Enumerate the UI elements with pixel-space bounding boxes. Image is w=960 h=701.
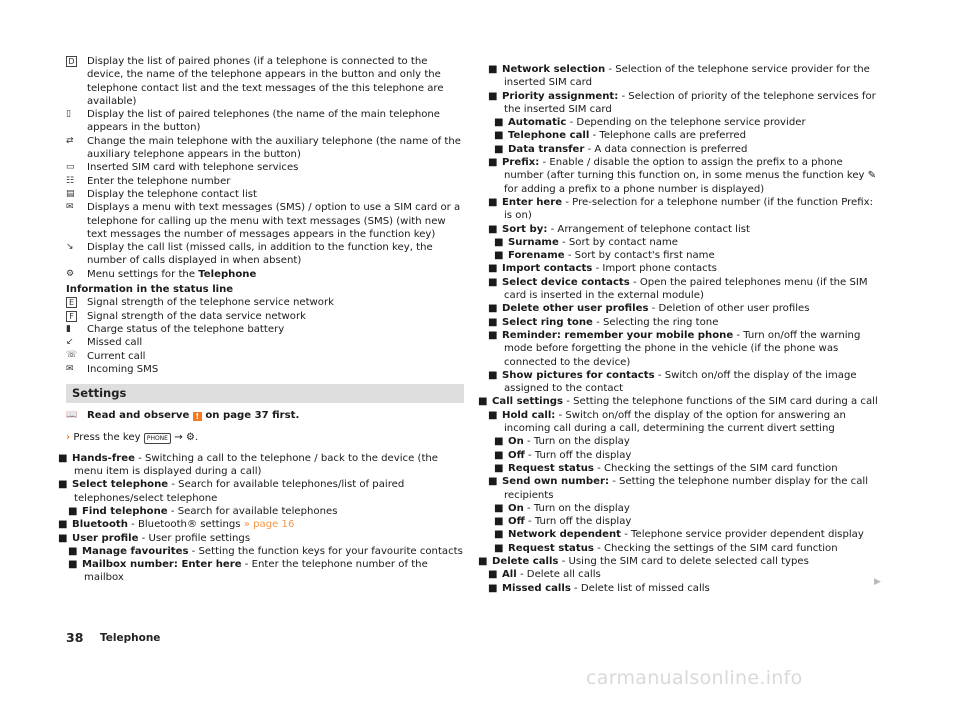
warning-icon: !	[193, 412, 202, 421]
settings-sublist	[478, 63, 881, 595]
list-item: ■ All - Delete all calls	[488, 569, 601, 581]
D-key-icon: D	[66, 55, 82, 68]
envelope-icon: ✉	[66, 202, 74, 213]
period: .	[194, 432, 199, 444]
function-key-list	[66, 55, 464, 268]
entry-text: Display the list of paired telephones (the name of the main telephone appears in the button)	[87, 109, 441, 134]
entry-text: Display the list of paired phones (if a telephone is connected to the device, the name of the telephone appears in the button and only the telephone contact list and the text messages of the this telephone are available)	[87, 56, 444, 107]
entry-text: Display the telephone contact list	[87, 188, 257, 200]
list-item	[66, 108, 464, 135]
list-item: ■ Prefix: - Enable / disable the option to assign the prefix to a phone number (after turning this function on, in some menus the function key ✎ for adding a prefix to a phone number is displayed)	[488, 157, 877, 195]
list-item: ■ Forename - Sort by contact's first name	[494, 250, 715, 262]
F-key-icon: F	[66, 310, 82, 323]
list-item: ■ Find telephone - Search for available telephones	[68, 505, 338, 517]
arrow-symbol: →	[174, 432, 183, 444]
left-column	[58, 55, 464, 585]
list-item: ■ Request status - Checking the settings of the SIM card function	[494, 462, 838, 474]
gear-icon: ⚙	[66, 268, 75, 279]
list-item: ■ Request status - Checking the settings of the SIM card function	[494, 542, 838, 554]
settings-heading: Settings	[66, 384, 464, 403]
list-item: ■ Import contacts - Import phone contacts	[488, 263, 717, 275]
entry-text: Inserted SIM card with telephone services	[87, 162, 299, 174]
missed-call-icon: ↙	[66, 337, 74, 348]
list-item	[66, 161, 464, 174]
list-item: ■ Hold call: - Switch on/off the display of the option for answering an incoming call during a call, determining the current divert setting	[488, 409, 846, 435]
list-item: ■ Mailbox number: Enter here - Enter the telephone number of the mailbox	[68, 559, 428, 584]
battery-icon: ▮	[66, 323, 71, 334]
list-item: ■ On - Turn on the display	[494, 436, 630, 448]
E-key-icon: E	[66, 296, 82, 309]
list-item: ■ Call settings - Setting the telephone functions of the SIM card during a call	[478, 396, 878, 408]
list-item: ■ Off - Turn off the display	[494, 516, 632, 528]
status-line-list	[66, 296, 464, 376]
list-item: ■ Select telephone - Search for available telephones/list of paired telephones/select telephone	[58, 479, 405, 504]
list-item: ■ Data transfer - A data connection is preferred	[494, 143, 748, 155]
list-item	[66, 55, 464, 108]
press-key-text: Press the key	[73, 432, 141, 444]
list-item	[66, 175, 464, 188]
list-item	[66, 350, 464, 363]
list-item: ■ Select ring tone - Selecting the ring tone	[488, 316, 719, 328]
read-observe-note	[66, 409, 464, 422]
page-link[interactable]: » page 16	[243, 519, 295, 531]
list-item: ■ Automatic - Depending on the telephone service provider	[494, 117, 806, 129]
entry-text: Display the call list (missed calls, in addition to the function key, the number of calls displayed in when absent)	[87, 242, 433, 267]
list-item	[66, 310, 464, 323]
contacts-icon: ▤	[66, 188, 75, 199]
chapter-title: Telephone	[100, 632, 161, 644]
entry-text: Enter the telephone number	[87, 175, 231, 187]
list-item: ■ Off - Turn off the display	[494, 449, 632, 461]
entry-text: Current call	[87, 350, 146, 362]
list-item: ■ User profile - User profile settings	[58, 532, 251, 544]
list-item: ■ Send own number: - Setting the telephone number display for the call recipients	[488, 476, 869, 501]
phone-key-icon: PHONE	[144, 433, 171, 444]
entry-text: Displays a menu with text messages (SMS) / option to use a SIM card or a telephone for calling up the menu with text messages (SMS) (with new text messages the number of messages appears in the function key)	[87, 202, 461, 240]
read-observe-suffix: on page 37 first.	[205, 410, 300, 422]
envelope-icon: ✉	[66, 363, 74, 374]
list-item: ■ Missed calls - Delete list of missed calls	[488, 582, 710, 594]
book-icon: 📖	[66, 409, 78, 420]
list-item: ■ On - Turn on the display	[494, 502, 630, 514]
press-key-instruction	[66, 431, 464, 444]
swap-phone-icon: ⇄	[66, 135, 74, 146]
list-item: ■ Sort by: - Arrangement of telephone contact list	[488, 223, 750, 235]
list-item	[66, 135, 464, 162]
menu-settings-entry	[66, 268, 464, 281]
list-item	[66, 323, 464, 336]
continue-arrow-icon: ▶	[874, 577, 881, 587]
entry-text: Incoming SMS	[87, 363, 159, 375]
list-item: ■ Delete other user profiles - Deletion of other user profiles	[488, 303, 810, 315]
list-item	[66, 201, 464, 241]
entry-text: Signal strength of the data service network	[87, 310, 306, 322]
entry-text: Missed call	[87, 337, 143, 349]
page-number: 38	[66, 630, 84, 645]
list-item: ■ Delete calls - Using the SIM card to delete selected call types	[478, 555, 809, 567]
settings-list	[58, 452, 464, 585]
list-item: ■ Telephone call - Telephone calls are preferred	[494, 130, 747, 142]
handset-icon: ☏	[66, 350, 78, 361]
status-line-title: Information in the status line	[66, 284, 234, 296]
list-item	[66, 241, 464, 268]
step-arrow-icon: ›	[66, 432, 71, 444]
phones-list-icon: ▯	[66, 109, 71, 120]
list-item	[66, 188, 464, 201]
list-item	[66, 336, 464, 349]
list-item	[66, 296, 464, 309]
list-item: ■ Surname - Sort by contact name	[494, 236, 678, 248]
right-column	[478, 63, 881, 595]
list-item: ■ Bluetooth - Bluetooth® settings » page 16	[58, 519, 295, 531]
entry-text: Charge status of the telephone battery	[87, 323, 285, 335]
gear-icon: ⚙	[185, 432, 195, 444]
list-item: ■ Show pictures for contacts - Switch on/off the display of the image assigned to the contact	[488, 369, 857, 395]
list-item: ■ Manage favourites - Setting the function keys for your favourite contacts	[68, 545, 463, 557]
sim-card-icon: ▭	[66, 162, 75, 173]
list-item: ■ Select device contacts - Open the paired telephones menu (if the SIM card is inserted in the external module)	[488, 276, 868, 302]
watermark: carmanualsonline.info	[586, 667, 803, 689]
list-item: ■ Priority assignment: - Selection of priority of the telephone services for the inserted SIM card	[488, 90, 876, 115]
call-list-icon: ↘	[66, 242, 74, 253]
list-item: ■ Reminder: remember your mobile phone - Turn on/off the warning mode before forgetting the phone in the vehicle (if the phone was connected to the device)	[488, 329, 861, 368]
menu-settings-prefix: Menu settings for the	[87, 268, 199, 280]
menu-settings-bold: Telephone	[198, 268, 257, 280]
list-item: ■ Hands-free - Switching a call to the telephone / back to the device (the menu item is displayed during a call)	[58, 452, 439, 478]
read-observe-prefix: Read and observe	[87, 410, 190, 422]
list-item: ■ Network selection - Selection of the telephone service provider for the inserted SIM card	[488, 64, 870, 89]
keypad-icon: ☷	[66, 175, 75, 186]
entry-text: Signal strength of the telephone service network	[87, 297, 334, 309]
list-item: ■ Enter here - Pre-selection for a telephone number (if the function Prefix: is on)	[488, 196, 873, 222]
entry-text: Change the main telephone with the auxiliary telephone (the name of the auxiliary telephone appears in the button)	[87, 135, 461, 161]
list-item: ■ Network dependent - Telephone service provider dependent display	[494, 529, 864, 541]
list-item	[66, 363, 464, 376]
